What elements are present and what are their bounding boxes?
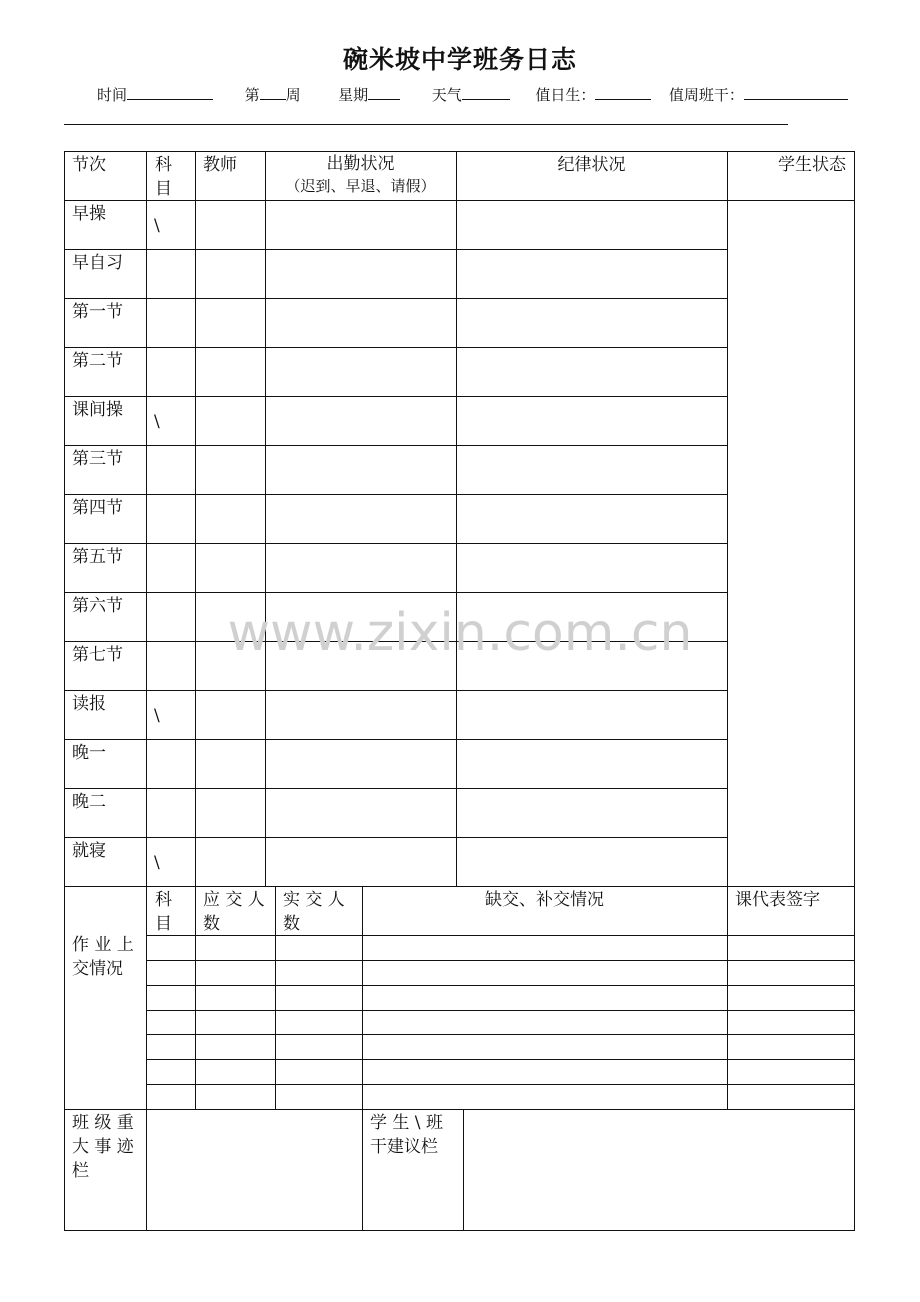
page-title: 碗米坡中学班务日志 <box>342 45 577 74</box>
period-label: 第二节 <box>72 351 123 371</box>
teacher-cell[interactable] <box>195 347 265 396</box>
homework-label: 作 业 上 交情况 <box>72 935 134 979</box>
teacher-cell[interactable] <box>195 396 265 445</box>
header-divider <box>64 124 788 125</box>
student-state-cell[interactable] <box>727 200 854 886</box>
discipline-cell[interactable] <box>456 494 727 543</box>
teacher-cell[interactable] <box>195 200 265 249</box>
discipline-cell[interactable] <box>456 249 727 298</box>
homework-header-sign: 课代表签字 <box>735 890 820 910</box>
table-rule-h <box>64 1230 855 1231</box>
header-subject: 科目 <box>155 155 172 199</box>
week-field[interactable] <box>260 85 286 100</box>
weather-field[interactable] <box>462 85 510 100</box>
homework-header-actual: 实 交 人 数 <box>283 890 345 934</box>
discipline-cell[interactable] <box>456 837 727 886</box>
attendance-cell[interactable] <box>265 837 456 886</box>
homework-missing-cell[interactable] <box>362 985 727 1009</box>
attendance-cell[interactable] <box>265 298 456 347</box>
subject-cell[interactable] <box>146 800 195 837</box>
homework-missing-cell[interactable] <box>362 1010 727 1034</box>
homework-sign-cell[interactable] <box>727 1034 854 1058</box>
homework-actual-cell[interactable] <box>275 1084 362 1108</box>
header-student-state: 学生状态 <box>778 155 846 175</box>
teacher-cell[interactable] <box>195 690 265 739</box>
period-label: 课间操 <box>72 400 123 420</box>
week-label-post: 周 <box>285 86 301 104</box>
discipline-cell[interactable] <box>456 298 727 347</box>
period-label: 早自习 <box>72 253 123 273</box>
period-label: 早操 <box>72 204 106 224</box>
period-label: 第五节 <box>72 547 123 567</box>
homework-subject-cell[interactable] <box>146 935 195 959</box>
homework-missing-cell[interactable] <box>362 1084 727 1108</box>
discipline-cell[interactable] <box>456 347 727 396</box>
attendance-cell[interactable] <box>265 200 456 249</box>
suggestion-cell[interactable] <box>463 1109 854 1230</box>
subject-cell[interactable] <box>146 457 195 494</box>
week-cadre-field[interactable] <box>744 85 848 100</box>
attendance-cell[interactable] <box>265 543 456 592</box>
subject-cell[interactable]: \ <box>154 853 160 873</box>
homework-missing-cell[interactable] <box>362 1059 727 1083</box>
subject-cell[interactable] <box>146 310 195 347</box>
homework-missing-cell[interactable] <box>362 935 727 959</box>
homework-should-cell[interactable] <box>195 1010 275 1034</box>
discipline-cell[interactable] <box>456 396 727 445</box>
week-cadre-label: 值周班干： <box>668 86 744 104</box>
teacher-cell[interactable] <box>195 837 265 886</box>
subject-cell[interactable]: \ <box>154 706 160 726</box>
attendance-cell[interactable] <box>265 445 456 494</box>
weather-label: 天气 <box>431 86 462 104</box>
homework-should-cell[interactable] <box>195 985 275 1009</box>
discipline-cell[interactable] <box>456 543 727 592</box>
subject-cell[interactable] <box>146 261 195 298</box>
period-label: 就寝 <box>72 841 106 861</box>
period-label: 第七节 <box>72 645 123 665</box>
homework-sign-cell[interactable] <box>727 960 854 984</box>
homework-subject-cell[interactable] <box>146 1084 195 1108</box>
header-attendance <box>265 151 456 200</box>
period-label: 晚一 <box>72 743 106 763</box>
attendance-note: （迟到、早退、请假） <box>285 177 436 195</box>
teacher-cell[interactable] <box>195 788 265 837</box>
homework-header-subject: 科目 <box>155 890 172 934</box>
header-teacher: 教师 <box>203 155 237 175</box>
teacher-cell[interactable] <box>195 298 265 347</box>
subject-cell[interactable]: \ <box>154 216 160 236</box>
homework-actual-cell[interactable] <box>275 1010 362 1034</box>
attendance-cell[interactable] <box>265 249 456 298</box>
events-label: 班 级 重 大 事 迹 栏 <box>72 1113 134 1181</box>
homework-actual-cell[interactable] <box>275 985 362 1009</box>
period-label: 第四节 <box>72 498 123 518</box>
table-rule-v <box>854 151 855 1230</box>
discipline-cell[interactable] <box>456 739 727 788</box>
teacher-cell[interactable] <box>195 445 265 494</box>
week-label-pre: 第 <box>244 86 260 104</box>
period-label: 第三节 <box>72 449 123 469</box>
period-label: 第六节 <box>72 596 123 616</box>
attendance-cell[interactable] <box>265 690 456 739</box>
homework-actual-cell[interactable] <box>275 935 362 959</box>
attendance-cell[interactable] <box>265 788 456 837</box>
subject-cell[interactable]: \ <box>154 412 160 432</box>
homework-should-cell[interactable] <box>195 960 275 984</box>
attendance-cell[interactable] <box>265 396 456 445</box>
homework-sign-cell[interactable] <box>727 1010 854 1034</box>
homework-actual-cell[interactable] <box>275 1059 362 1083</box>
homework-subject-cell[interactable] <box>146 960 195 984</box>
homework-subject-cell[interactable] <box>146 1059 195 1083</box>
events-cell[interactable] <box>146 1109 362 1230</box>
homework-sign-cell[interactable] <box>727 935 854 959</box>
time-label: 时间 <box>97 86 128 104</box>
homework-should-cell[interactable] <box>195 1084 275 1108</box>
homework-sign-cell[interactable] <box>727 985 854 1009</box>
weekday-field[interactable] <box>368 85 400 100</box>
teacher-cell[interactable] <box>195 543 265 592</box>
homework-header-should: 应 交 人 数 <box>203 890 265 934</box>
homework-sign-cell[interactable] <box>727 1084 854 1108</box>
attendance-cell[interactable] <box>265 494 456 543</box>
discipline-cell[interactable] <box>456 445 727 494</box>
attendance-cell[interactable] <box>265 347 456 396</box>
homework-header-missing: 缺交、补交情况 <box>485 890 604 910</box>
teacher-cell[interactable] <box>195 494 265 543</box>
header-period: 节次 <box>72 155 106 175</box>
discipline-cell[interactable] <box>456 788 727 837</box>
homework-should-cell[interactable] <box>195 1059 275 1083</box>
homework-actual-cell[interactable] <box>275 960 362 984</box>
homework-missing-cell[interactable] <box>362 1034 727 1058</box>
attendance-cell[interactable] <box>265 739 456 788</box>
discipline-cell[interactable] <box>456 200 727 249</box>
time-field[interactable] <box>127 85 213 100</box>
period-label: 读报 <box>72 694 106 714</box>
watermark: www.zixin.com.cn <box>227 603 693 663</box>
subject-cell[interactable] <box>146 359 195 396</box>
header-fields <box>97 84 848 105</box>
homework-should-cell[interactable] <box>195 935 275 959</box>
homework-should-cell[interactable] <box>195 1034 275 1058</box>
subject-cell[interactable] <box>146 751 195 788</box>
homework-actual-cell[interactable] <box>275 1034 362 1058</box>
teacher-cell[interactable] <box>195 739 265 788</box>
duty-label: 值日生： <box>535 86 596 104</box>
subject-cell[interactable] <box>146 555 195 592</box>
attendance-title: 出勤状况 <box>326 154 395 174</box>
period-label: 第一节 <box>72 302 123 322</box>
homework-missing-cell[interactable] <box>362 960 727 984</box>
homework-subject-cell[interactable] <box>146 1010 195 1034</box>
homework-subject-cell[interactable] <box>146 1034 195 1058</box>
homework-sign-cell[interactable] <box>727 1059 854 1083</box>
homework-subject-cell[interactable] <box>146 985 195 1009</box>
suggestion-label: 学 生 \ 班 干建议栏 <box>370 1113 443 1157</box>
header-discipline: 纪律状况 <box>557 155 626 175</box>
discipline-cell[interactable] <box>456 690 727 739</box>
duty-field[interactable] <box>595 85 651 100</box>
weekday-label: 星期 <box>338 86 369 104</box>
period-label: 晚二 <box>72 792 106 812</box>
subject-cell[interactable] <box>146 506 195 543</box>
teacher-cell[interactable] <box>195 249 265 298</box>
